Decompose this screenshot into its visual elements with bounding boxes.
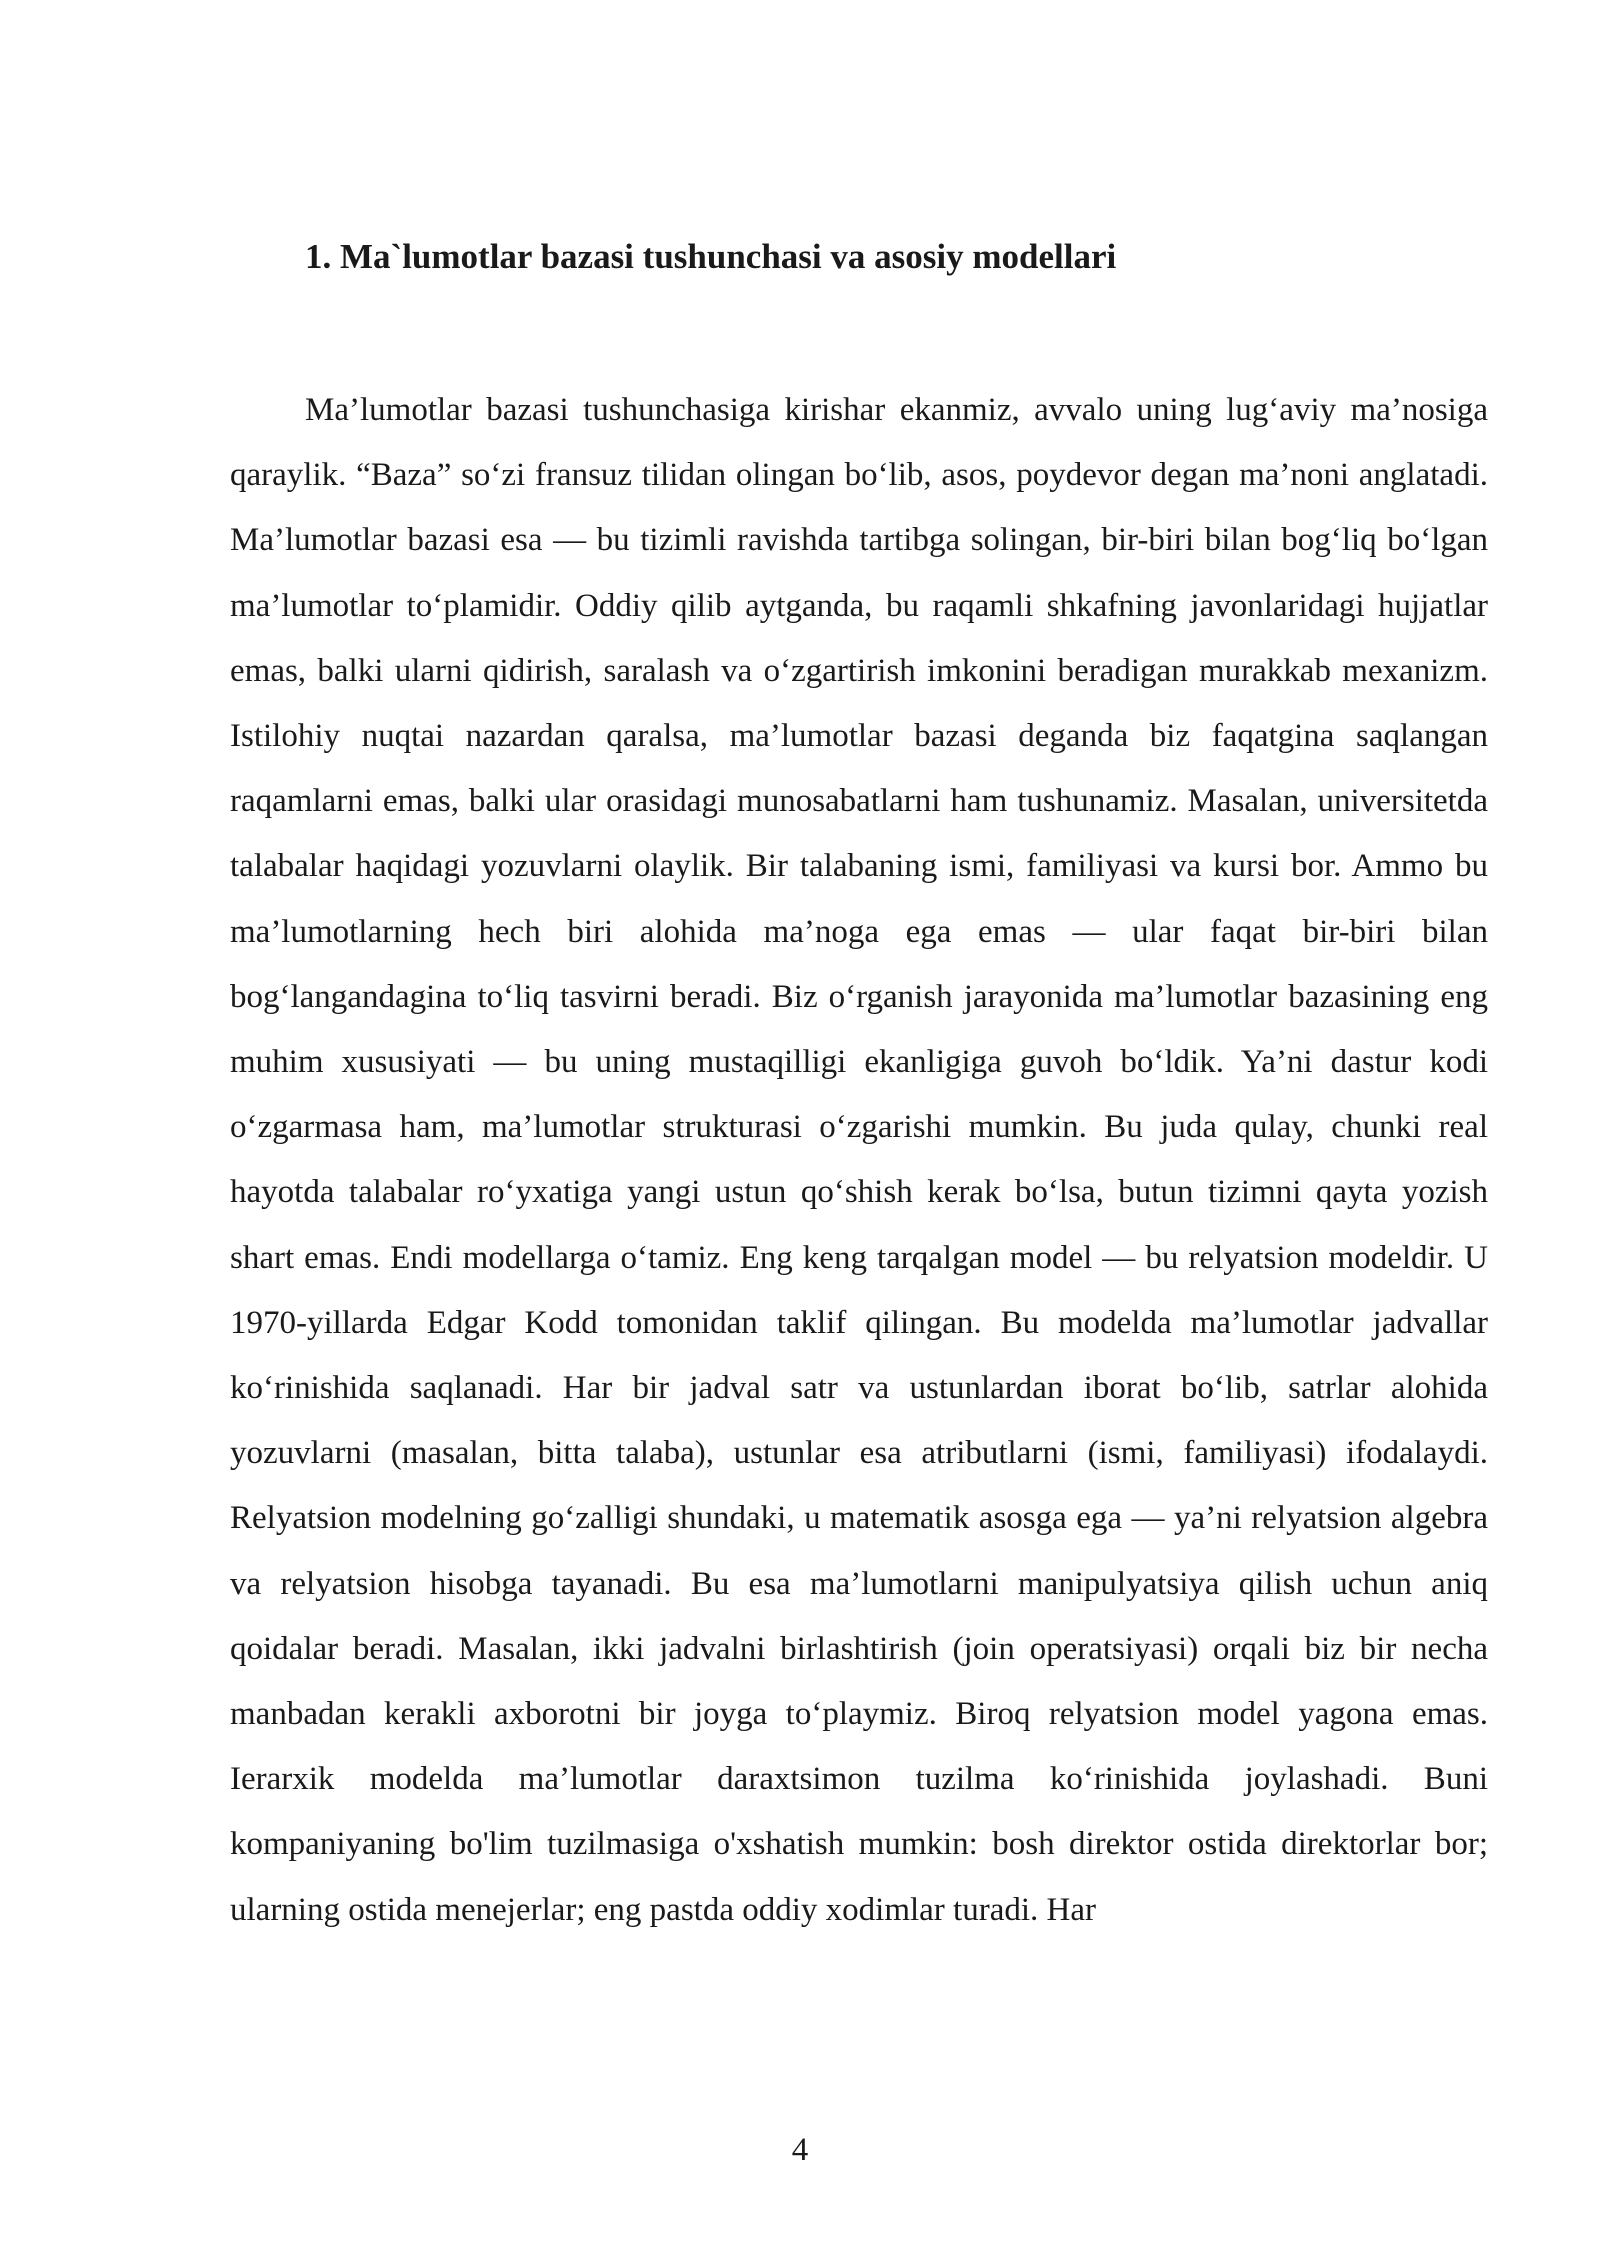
body-paragraph: Ma’lumotlar bazasi tushunchasiga kirishar ekanmiz, avvalo uning lug‘aviy ma’nosiga qaraylik. “Baza” so‘zi fransuz tilidan olingan bo‘lib, asos, poydevor degan ma’noni anglatadi. Ma’lumotlar bazasi esa — bu tizimli ravishda tartibga solingan, bir-biri bilan bog‘liq bo‘lgan ma’lumotlar to‘plamidir. Oddiy qilib aytganda, bu raqamli shkafning javonlaridagi hujjatlar emas, balki ularni qidirish, saralash va o‘zgartirish imkonini beradigan murakkab mexanizm. Istilohiy nuqtai nazardan qaralsa, ma’lumotlar bazasi deganda biz faqatgina saqlangan raqamlarni emas, balki ular orasidagi munosabatlarni ham tushunamiz. Masalan, universitetda talabalar haqidagi yozuvlarni olaylik. Bir talabaning ismi, familiyasi va kursi bor. Ammo bu ma’lumotlarning hech biri alohida ma’noga ega emas — ular faqat bir-biri bilan bog‘langandagina to‘liq tasvirni beradi. Biz o‘rganish jarayonida ma’lumotlar bazasining eng muhim xususiyati — bu uning mustaqilligi ekanligiga guvoh bo‘ldik. Ya’ni dastur kodi o‘zgarmasa ham, ma’lumotlar strukturasi o‘zgarishi mumkin. Bu juda qulay, chunki real hayotda talabalar ro‘yxatiga yangi ustun qo‘shish kerak bo‘lsa, butun tizimni qayta yozish shart emas. Endi modellarga o‘tamiz. Eng keng tarqalgan model — bu relyatsion modeldir. U 1970-yillarda Edgar Kodd tomonidan taklif qilingan. Bu modelda ma’lumotlar jadvallar ko‘rinishida saqlanadi. Har bir jadval satr va ustunlardan iborat bo‘lib, satrlar alohida yozuvlarni (masalan, bitta talaba), ustunlar esa atributlarni (ismi, familiyasi) ifodalaydi. Relyatsion modelning go‘zalligi shundaki, u matematik asosga ega — ya’ni relyatsion algebra va relyatsion hisobga tayanadi. Bu esa ma’lumotlarni manipulyatsiya qilish uchun aniq qoidalar beradi. Masalan, ikki jadvalni birlashtirish (join operatsiyasi) orqali biz bir necha manbadan kerakli axborotni bir joyga to‘playmiz. Biroq relyatsion model yagona emas. Ierarxik modelda ma’lumotlar daraxtsimon tuzilma ko‘rinishida joylashadi. Buni kompaniyaning bo'lim tuzilmasiga o'xshatish mumkin: bosh direktor ostida direktorlar bor; ularning ostida menejerlar; eng pastda oddiy xodimlar turadi. Har [230,392,1488,1928]
page-number: 4 [791,2132,809,2168]
section-heading: 1. Ma`lumotlar bazasi tushunchasi va asosiy modellari [305,237,1117,276]
